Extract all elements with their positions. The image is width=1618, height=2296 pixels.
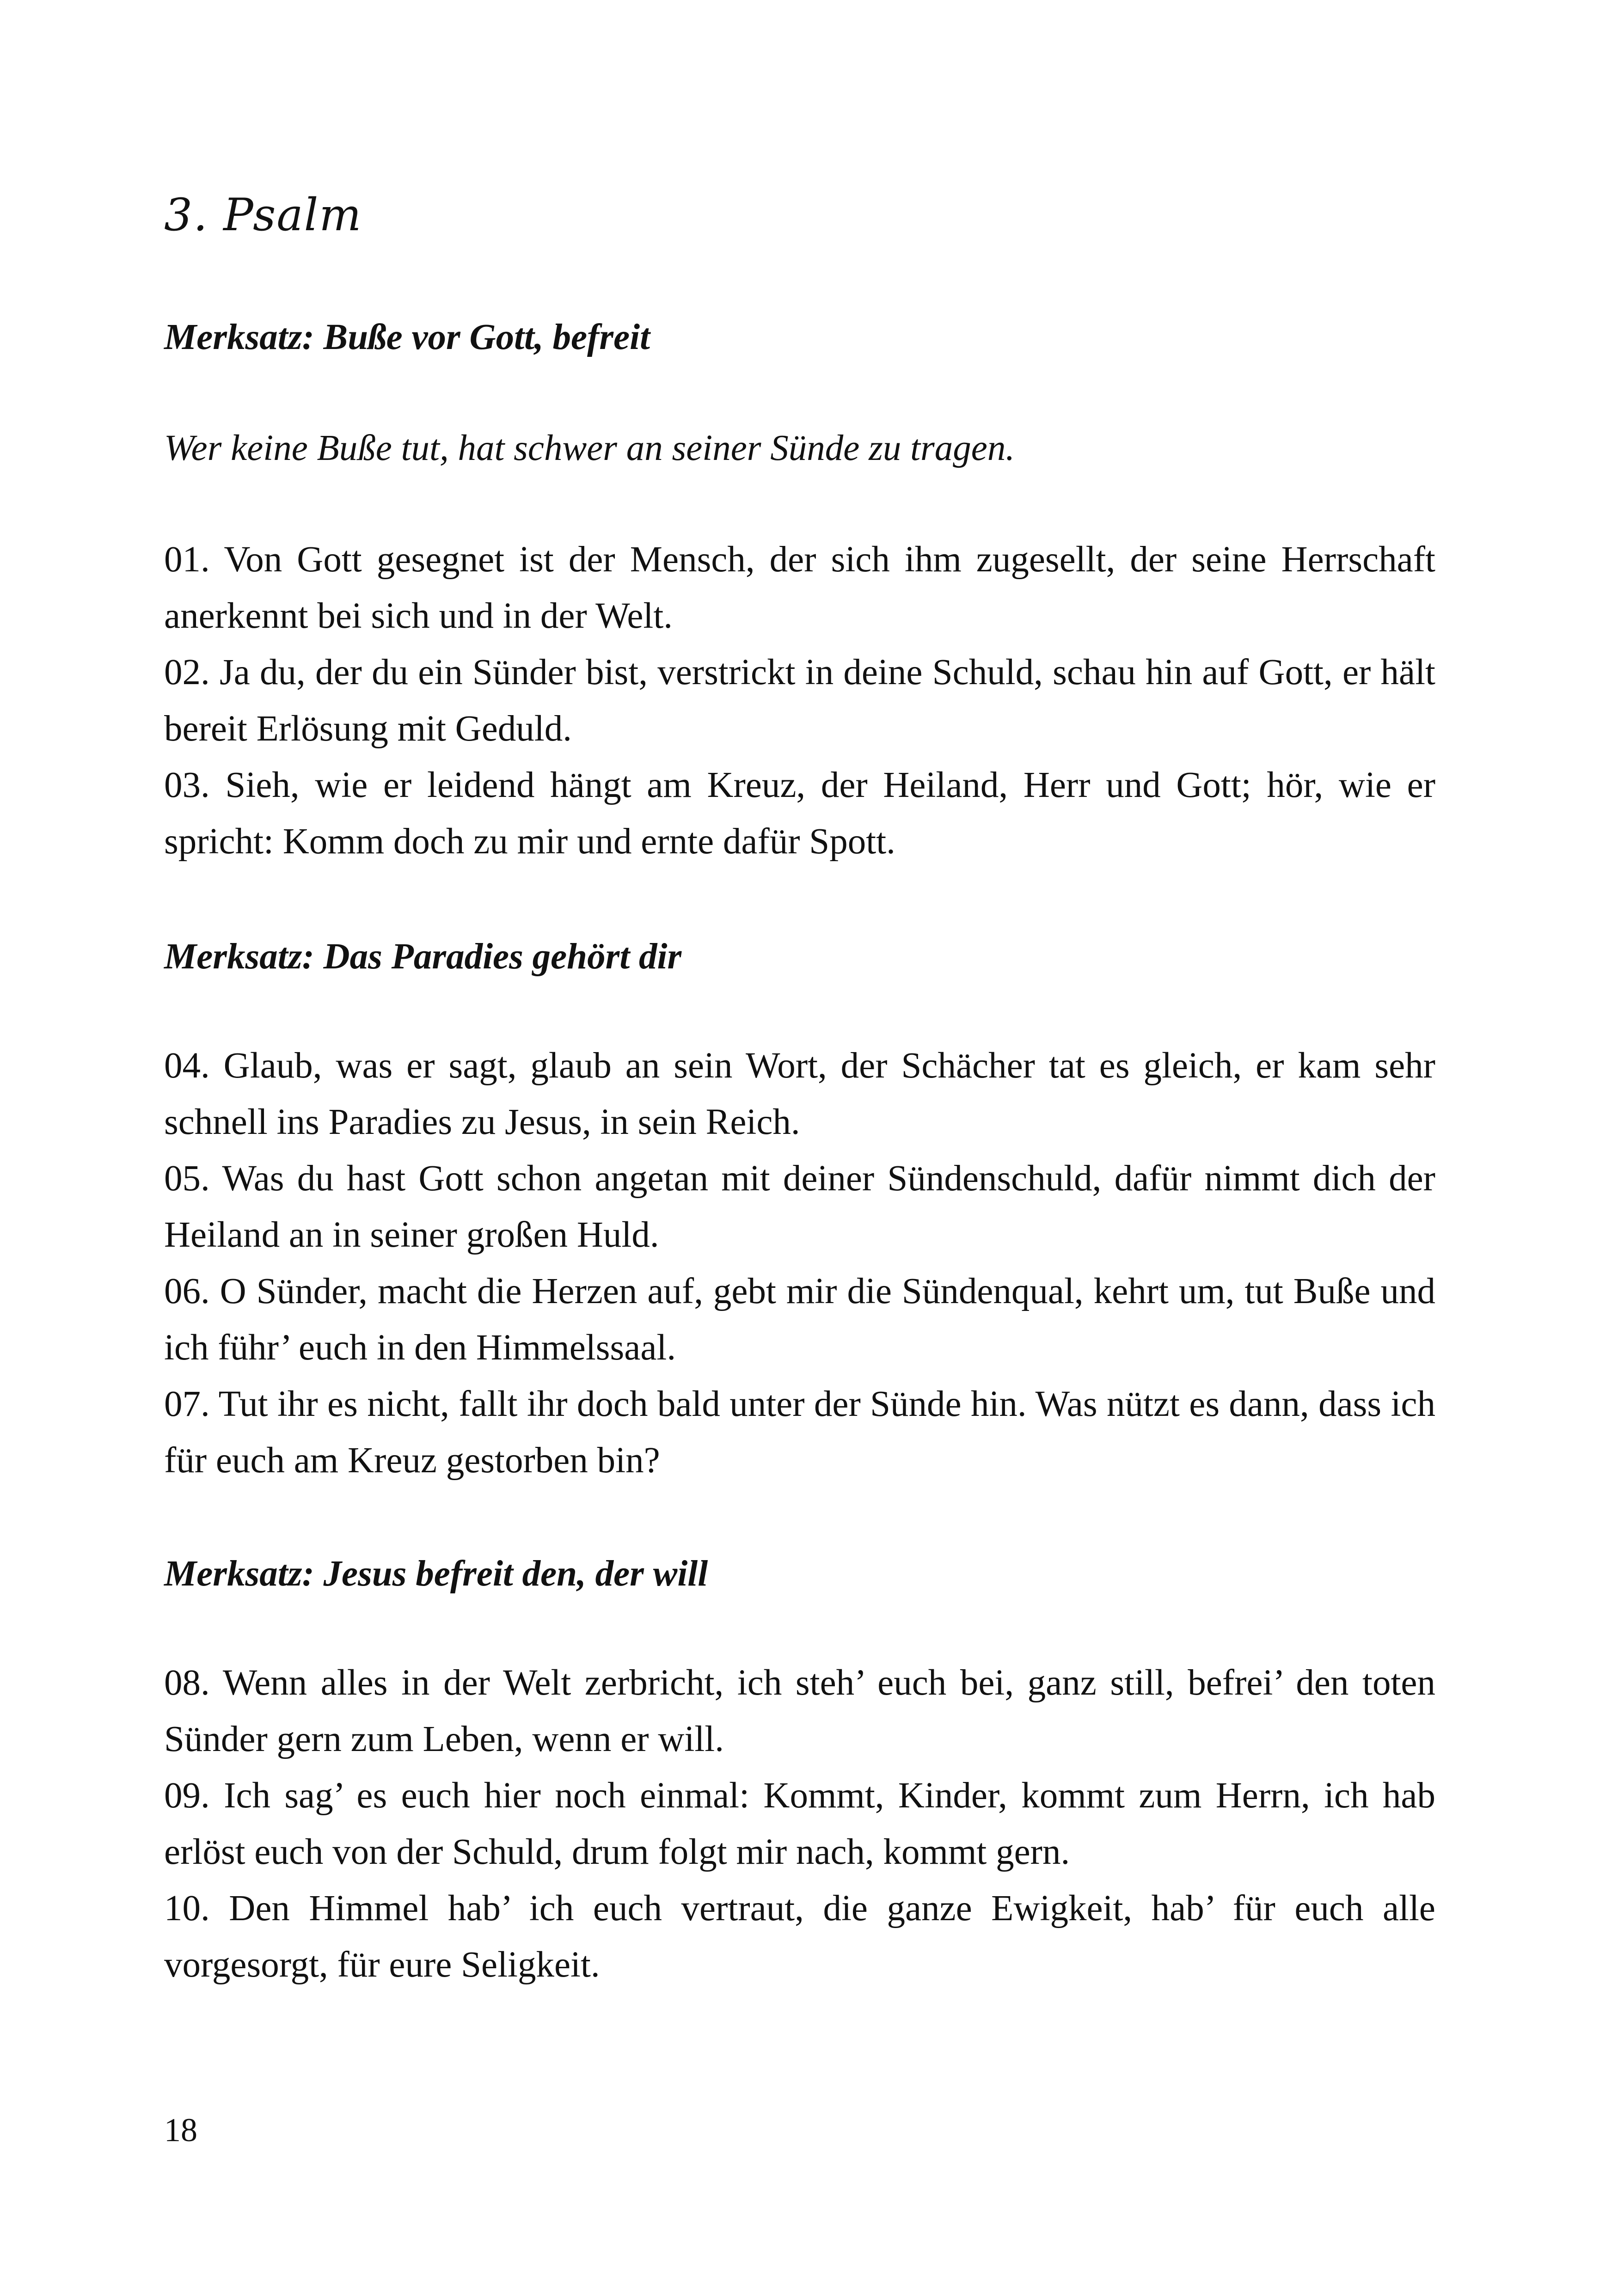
verse-group-3 [164,1655,1435,1993]
merksatz-heading-2: Merksatz: Das Paradies gehört dir [164,937,682,977]
verse-02: 02. Ja du, der du ein Sünder bist, verstrickt in deine Schuld, schau hin auf Gott, er hält bereit Erlösung mit Geduld. [164,652,1435,749]
verse-06: 06. O Sünder, macht die Herzen auf, gebt mir die Sündenqual, kehrt um, tut Buße und ich führ’ euch in den Himmelssaal. [164,1271,1435,1368]
verse-03: 03. Sieh, wie er leidend hängt am Kreuz, der Heiland, Herr und Gott; hör, wie er spricht: Komm doch zu mir und ernte dafür Spott. [164,765,1435,862]
verse-group-1 [164,532,1435,870]
merksatz-heading-3: Merksatz: Jesus befreit den, der will [164,1554,708,1594]
verse-10: 10. Den Himmel hab’ ich euch vertraut, die ganze Ewigkeit, hab’ für euch alle vorgesorgt, für eure Seligkeit. [164,1888,1435,1985]
document-page [164,0,1435,2296]
verse-01: 01. Von Gott gesegnet ist der Mensch, der sich ihm zugesellt, der seine Herrschaft anerkennt bei sich und in der Welt. [164,539,1435,636]
page-number: 18 [164,2112,197,2149]
merksatz-heading-1: Merksatz: Buße vor Gott, befreit [164,317,650,357]
verse-07: 07. Tut ihr es nicht, fallt ihr doch bald unter der Sünde hin. Was nützt es dann, dass ich für euch am Kreuz gestorben bin? [164,1384,1435,1481]
verse-08: 08. Wenn alles in der Welt zerbricht, ich steh’ euch bei, ganz still, befrei’ den toten Sünder gern zum Leben, wenn er will. [164,1663,1435,1759]
verse-group-2 [164,1038,1435,1489]
verse-05: 05. Was du hast Gott schon angetan mit deiner Sündenschuld, dafür nimmt dich der Heiland an in seiner großen Huld. [164,1158,1435,1255]
verse-04: 04. Glaub, was er sagt, glaub an sein Wort, der Schächer tat es gleich, er kam sehr schnell ins Paradies zu Jesus, in sein Reich. [164,1046,1435,1142]
intro-sentence: Wer keine Buße tut, hat schwer an seiner Sünde zu tragen. [164,428,1015,468]
page-title: 3. Psalm [164,189,362,241]
verse-09: 09. Ich sag’ es euch hier noch einmal: Kommt, Kinder, kommt zum Herrn, ich hab erlöst euch von der Schuld, drum folgt mir nach, kommt gern. [164,1776,1435,1872]
